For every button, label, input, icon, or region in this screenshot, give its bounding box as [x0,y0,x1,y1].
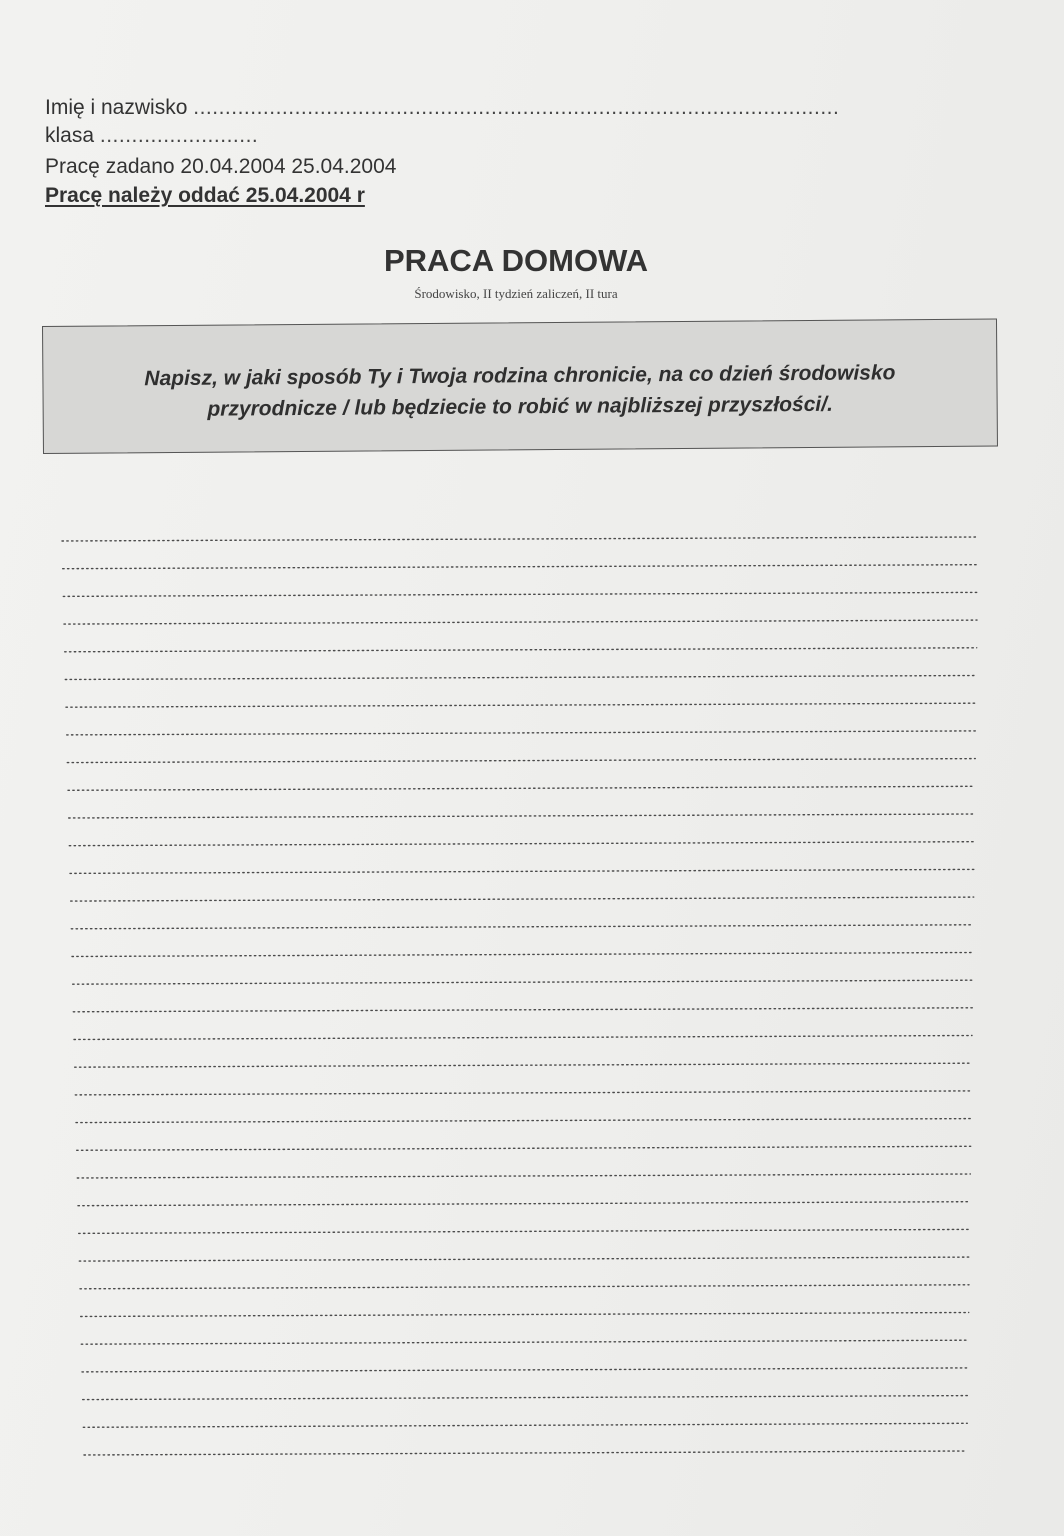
answer-line[interactable] [81,1340,968,1344]
answer-line[interactable] [62,537,978,541]
page-subtitle: Środowisko, II tydzień zaliczeń, II tura [414,286,618,301]
answer-line[interactable] [80,1285,969,1289]
answer-line[interactable] [79,1257,969,1261]
answer-line[interactable] [83,1396,968,1400]
answer-line[interactable] [84,1451,967,1455]
answer-line[interactable] [63,592,977,596]
answer-line[interactable] [67,759,975,763]
answer-line[interactable] [72,953,973,957]
class-dotted-line: ......................... [99,124,259,147]
answer-line[interactable] [83,1423,967,1427]
task-line-1: Napisz, w jaki sposób Ty i Twoja rodzina chronicie, na co dzień środowisko [144,361,896,391]
page-title: PRACA DOMOWA [383,243,649,278]
answer-line[interactable] [81,1313,969,1317]
answer-line[interactable] [69,814,975,818]
answer-line[interactable] [75,1091,971,1095]
name-dotted-line: ...................................................................................................... [193,96,840,119]
answer-line[interactable] [82,1368,968,1372]
answer-line[interactable] [71,897,974,901]
name-label: Imię i nazwisko [45,96,188,119]
answer-line[interactable] [64,620,977,624]
answer-line[interactable] [73,980,973,984]
task-line-2: przyrodnicze / lub będziecie to robić w najbliższej przyszłości/. [207,392,833,421]
answer-line[interactable] [76,1119,971,1123]
answer-line[interactable] [63,565,978,569]
answer-line[interactable] [66,703,976,707]
answer-line[interactable] [65,648,977,652]
due-date: Pracę należy oddać 25.04.2004 r [45,184,365,207]
answer-line[interactable] [78,1202,970,1206]
answer-line[interactable] [67,731,976,735]
answer-line[interactable] [79,1229,970,1233]
class-label: klasa [45,124,95,147]
answer-line[interactable] [69,842,974,846]
answer-line[interactable] [75,1063,972,1067]
answer-line[interactable] [73,1008,972,1012]
answer-line[interactable] [65,676,976,680]
answer-line[interactable] [77,1146,971,1150]
answer-line[interactable] [70,869,974,873]
assigned-date: Pracę zadano 20.04.2004 25.04.2004 [45,155,397,178]
answer-line[interactable] [71,925,973,929]
answer-line[interactable] [77,1174,970,1178]
answer-line[interactable] [74,1036,972,1040]
answer-line[interactable] [68,786,975,790]
